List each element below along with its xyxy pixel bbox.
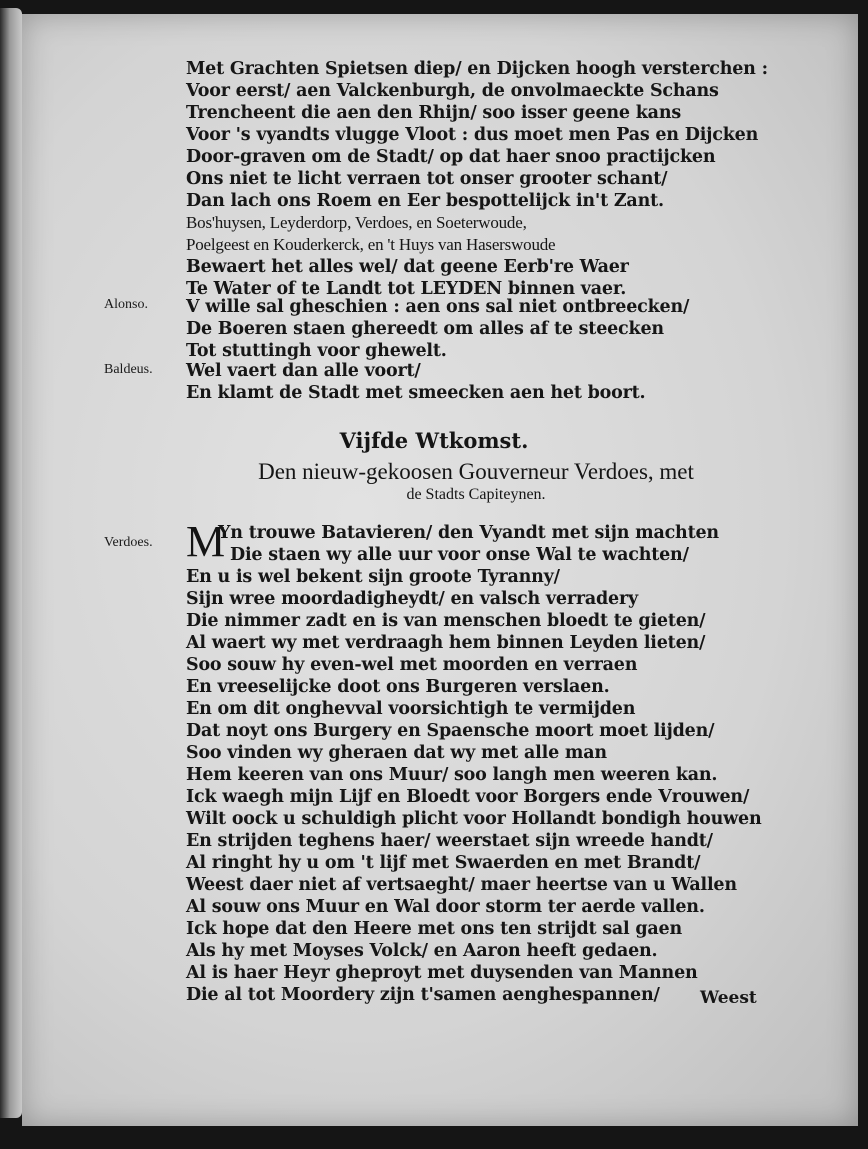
verse-line: Al souw ons Muur en Wal door storm ter aerde vallen. bbox=[186, 897, 705, 917]
verse-line: Soo vinden wy gheraen dat wy met alle man bbox=[186, 743, 607, 763]
verse-line: De Boeren staen ghereedt om alles af te steecken bbox=[186, 319, 664, 339]
verse-line: Tot stuttingh voor ghewelt. bbox=[186, 341, 447, 361]
verse-line: Voor 's vyandts vlugge Vloot : dus moet men Pas en Dijcken bbox=[186, 125, 759, 145]
verse-line: Dat noyt ons Burgery en Spaensche moort moet lijden/ bbox=[186, 721, 715, 741]
verse-line: Ick hope dat den Heere met ons ten strijdt sal gaen bbox=[186, 919, 683, 939]
verse-line: Die nimmer zadt en is van menschen bloedt te gieten/ bbox=[186, 611, 706, 631]
verse-line: En u is wel bekent sijn groote Tyranny/ bbox=[186, 567, 560, 587]
verse-line: Sijn wree moordadigheydt/ en valsch verradery bbox=[186, 589, 638, 609]
verse-line: Soo souw hy even-wel met moorden en verraen bbox=[186, 655, 638, 675]
verse-line: Bos'huysen, Leyderdorp, Verdoes, en Soeterwoude, bbox=[186, 213, 527, 232]
verse-line: Voor eerst/ aen Valckenburgh, de onvolmaeckte Schans bbox=[186, 81, 719, 101]
verse-line: Die al tot Moordery zijn t'samen aenghespannen/ bbox=[186, 985, 660, 1005]
verse-line: En klamt de Stadt met smeecken aen het boort. bbox=[186, 383, 646, 403]
verse-line: Die staen wy alle uur voor onse Wal te wachten/ bbox=[230, 545, 689, 565]
verse-line: Wel vaert dan alle voort/ bbox=[186, 361, 421, 381]
verse-line: Al ringht hy u om 't lijf met Swaerden en met Brandt/ bbox=[186, 853, 701, 873]
verse-line: Ons niet te licht verraen tot onser grooter schant/ bbox=[186, 169, 668, 189]
verse-line: Yn trouwe Batavieren/ den Vyandt met sijn machten bbox=[218, 523, 719, 543]
verse-line: Hem keeren van ons Muur/ soo langh men weeren kan. bbox=[186, 765, 718, 785]
speaker-name: Verdoes. bbox=[104, 535, 153, 550]
verse-line: Te Water of te Landt tot LEYDEN binnen vaer. bbox=[186, 279, 627, 299]
verse-line: En strijden teghens haer/ weerstaet sijn wreede handt/ bbox=[186, 831, 713, 851]
verse-line: Door-graven om de Stadt/ op dat haer snoo practijcken bbox=[186, 147, 716, 167]
verse-line: En om dit onghevval voorsichtigh te vermijden bbox=[186, 699, 636, 719]
scene-subtitle: Den nieuw-gekoosen Gouverneur Verdoes, met bbox=[258, 459, 694, 484]
verse-line: Met Grachten Spietsen diep/ en Dijcken hoogh versterchen : bbox=[186, 59, 768, 79]
verse-line: Ick waegh mijn Lijf en Bloedt voor Borgers ende Vrouwen/ bbox=[186, 787, 750, 807]
verse-line: Als hy met Moyses Volck/ en Aaron heeft gedaen. bbox=[186, 941, 658, 961]
verse-line: Wilt oock u schuldigh plicht voor Hollandt bondigh houwen bbox=[186, 809, 762, 829]
verse-line: Al waert wy met verdraagh hem binnen Leyden lieten/ bbox=[186, 633, 706, 653]
verse-line: Poelgeest en Kouderkerck, en 't Huys van Haserswoude bbox=[186, 235, 556, 254]
verse-line: Weest daer niet af vertsaeght/ maer heertse van u Wallen bbox=[186, 875, 737, 895]
speaker-name: Baldeus. bbox=[104, 362, 153, 377]
verse-line: V wille sal gheschien : aen ons sal niet ontbreecken/ bbox=[186, 297, 690, 317]
left-page-edge bbox=[0, 8, 22, 1118]
verse-line: Trencheent die aen den Rhijn/ soo isser geene kans bbox=[186, 103, 681, 123]
section-heading: Vijfde Wtkomst. bbox=[339, 428, 529, 453]
speaker-name: Alonso. bbox=[104, 297, 148, 312]
verse-line: En vreeselijcke doot ons Burgeren verslaen. bbox=[186, 677, 610, 697]
verse-line: Dan lach ons Roem en Eer bespottelijck in't Zant. bbox=[186, 191, 664, 211]
scene-subtitle: de Stadts Capiteynen. bbox=[406, 486, 546, 503]
drop-cap: M bbox=[186, 517, 226, 566]
verse-line: Bewaert het alles wel/ dat geene Eerb're Waer bbox=[186, 257, 629, 277]
catchword: Weest bbox=[700, 988, 757, 1008]
verse-line: Al is haer Heyr gheproyt met duysenden van Mannen bbox=[186, 963, 698, 983]
